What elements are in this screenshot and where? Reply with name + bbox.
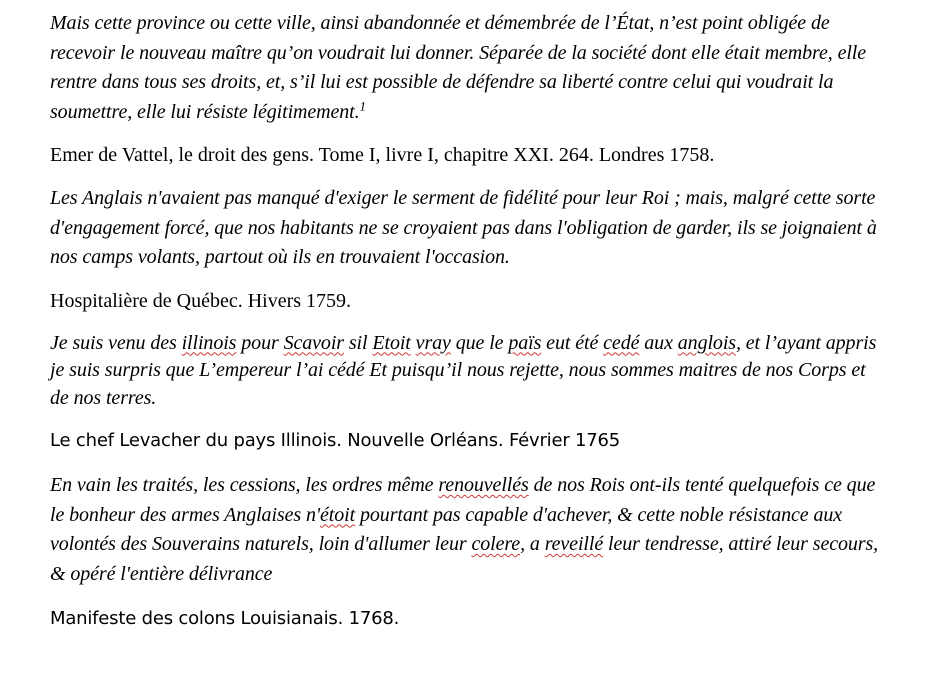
text-run: sil [343, 331, 373, 354]
misspelled-word[interactable]: reveillé [544, 533, 604, 555]
misspelled-word[interactable]: païs [508, 331, 542, 354]
text-run: aux [639, 331, 678, 354]
text-run: de nos Rois ont-ils tenté quelquefois ce que le bonheur des armes Anglaises n' [50, 474, 876, 526]
source-vattel: Emer de Vattel, le droit des gens. Tome I, livre I, chapitre XXI. 264. Londres 1758. [50, 144, 715, 166]
misspelled-word[interactable]: Scavoir [283, 331, 344, 354]
source-hospitaliere: Hospitalière de Québec. Hivers 1759. [50, 289, 352, 312]
text-run: , a [520, 533, 545, 555]
text-run: que le [450, 331, 509, 354]
source-levacher: Le chef Levacher du pays Illinois. Nouvelle Orléans. Février 1765 [50, 430, 621, 451]
text-run: eut été [541, 331, 604, 354]
text-run: pourtant pas capable d'achever, & cette noble résistance aux volontés des Souverains naturels, loin d'allumer leur [50, 503, 843, 555]
misspelled-word[interactable]: colere [471, 533, 521, 555]
text-run: leur tendresse, attiré leur secours, & opéré l'entière délivrance [50, 533, 879, 585]
misspelled-word[interactable]: cedé [603, 331, 640, 354]
misspelled-word[interactable]: vray [415, 331, 451, 354]
quote-vattel-text: Mais cette province ou cette ville, ainsi abandonnée et démembrée de l’État, n’est point obligée de recevoir le nouveau maître qu’on voudrait lui donner. Séparée de la société dont elle était membre, elle rentre dans tous ses droits, et, s’il lui est possible de défendre sa liberté contre celui qui voudrait la soumettre, elle lui résiste légitimement. [50, 12, 867, 123]
text-run: , et l’ayant appris je suis surpris que L’empereur l’ai cédé Et puisqu’il nous rejette, nous sommes maitres de nos Corps et de nos terres. [50, 331, 877, 409]
source-manifeste: Manifeste des colons Louisianais. 1768. [50, 608, 400, 629]
misspelled-word[interactable]: Etoit [372, 331, 411, 354]
footnote-marker: 1 [359, 97, 366, 113]
quote-hospitaliere: Les Anglais n'avaient pas manqué d'exiger le serment de fidélité pour leur Roi ; mais, malgré cette sorte d'engagement forcé, que nos habitants ne se croyaient pas dans l'obligation de garder, ils se joignaient à nos camps volants, partout où ils en trouvaient l'occasion. [50, 187, 877, 268]
misspelled-word[interactable]: illinois [181, 331, 237, 354]
text-run: Je suis venu des [50, 331, 182, 354]
misspelled-word[interactable]: étoit [320, 503, 356, 526]
quote-manifeste [50, 471, 880, 589]
document-page [50, 0, 880, 632]
text-run: En vain les traités, les cessions, les ordres même [50, 474, 439, 496]
text-run: pour [236, 331, 284, 354]
quote-levacher [50, 330, 880, 413]
misspelled-word[interactable]: renouvellés [438, 474, 529, 496]
quote-vattel [50, 9, 880, 127]
misspelled-word[interactable]: anglois [677, 331, 736, 354]
